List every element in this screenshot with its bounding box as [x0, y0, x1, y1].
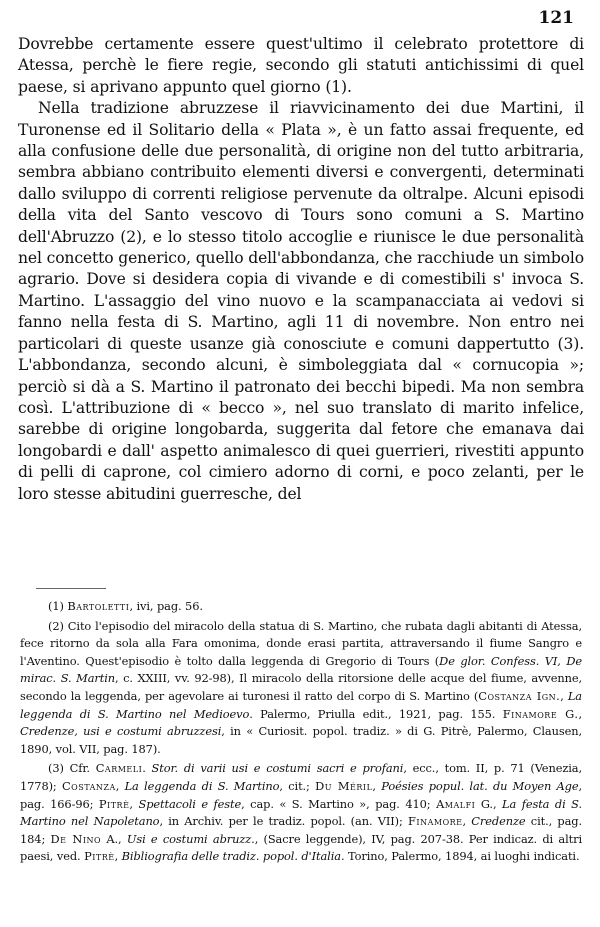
footnote-text: , — [372, 778, 382, 793]
author-name: Costanza Ign. — [478, 688, 561, 703]
footnote-text: . — [142, 761, 152, 776]
footnote-text: , in « Curiosit. popol. tradiz. » di G. Pitrè, Palermo, Clausen, 1890, vol. VII, pag. 187). — [20, 724, 582, 756]
author-name: De Nino — [50, 831, 102, 846]
footnote-text: A., — [101, 831, 127, 846]
footnote-text: , ivi, pag. 56. — [129, 599, 203, 613]
footnote-text: , — [462, 814, 472, 829]
footnote-text: , in Archiv. per le tradiz. popol. (an. VII); — [159, 814, 409, 829]
footnote-text: , cit.; — [279, 778, 316, 793]
author-name: Costanza — [61, 778, 116, 793]
footnote-marker: (1) — [48, 599, 64, 613]
paragraph: Nella tradizione abruzzese il riavvicinamento dei due Martini, il Turonense ed il Solitario della « Plata », è un fatto assai frequente, ed alla confusione delle due personalità, di origine non del tutto arbitraria, sembra abbiano contribuito elementi diversi e convergenti, determinati dallo sviluppo di correnti religiose pervenute da oltralpe. Alcuni episodi della vita del Santo vescovo di Tours sono comuni a S. Martino dell'Abruzzo (2), e lo stesso titolo accoglie e riunisce le due personalità nel concetto generico, quello dell'abbondanza, che racchiude un simbolo agrario. Dove si desidera copia di vivande e di comestibili s' invoca S. Martino. L'assaggio del vino nuovo e la scampanacciata ai vedovi si fanno nella festa di S. Martino, agli 11 di novembre. Non entro nei particolari di queste usanze già conosciute e comuni dappertutto (3). L'abbondanza, secondo alcuni, è simboleggiata dal « cornucopia »; perciò si dà a S. Martino il patronato dei becchi bipedi. Ma non sembra così. L'attribuzione di « becco », nel suo translato di marito infelice, sarebbe di origine longobarda, suggerita dal fetore che emanava dai longobardi e dall' aspetto animalesco di quei guerrieri, rivestiti appunto di pelli di caprone, col cimiero adorno di corni, e poco zelanti, per le loro stesse abitudini guerresche, del — [18, 99, 584, 503]
work-title: La leggenda di S. Martino nel Medioevo — [20, 688, 582, 721]
author-name: Pitrè — [84, 849, 115, 864]
author-name: Pitrè — [98, 796, 130, 811]
footnote-text: , — [114, 849, 122, 864]
footnote-text: , — [560, 688, 568, 703]
work-title: Credenze — [471, 814, 526, 829]
work-title: La festa di S. Martino nel Napoletano — [20, 796, 582, 829]
footnote-text: . Palermo, Priulla edit., 1921, pag. 155. — [249, 706, 503, 721]
work-title: De glor. Confess. VI, De mirac. S. Martin — [20, 653, 582, 686]
work-title: Spettacoli e feste — [138, 796, 242, 811]
footnote-3 — [20, 760, 582, 866]
work-title: Stor. di varii usi e costumi sacri e profani — [151, 761, 404, 776]
work-title: Usi e costumi abruzz. — [126, 831, 255, 846]
paragraph: Dovrebbe certamente essere quest'ultimo il celebrato protettore di Atessa, perchè le fiere regie, secondo gli statuti antichissimi di quel paese, si aprivano appunto quel giorno (1). — [18, 35, 584, 96]
footnote-text: , — [129, 796, 139, 811]
work-title: La leggenda di S. Martino — [124, 778, 280, 793]
work-title: Poésies popul. lat. du Moyen Age — [381, 778, 579, 793]
footnote-text: , (Sacre leggende), IV, pag. 207-38. Per indicaz. di altri paesi, ved. — [20, 831, 582, 864]
footnotes — [20, 598, 582, 866]
footnote-text: Cfr. — [69, 761, 96, 776]
main-text — [18, 34, 584, 505]
footnote-text: , — [115, 778, 125, 793]
footnote-2 — [20, 618, 582, 759]
author-name: Finamore — [408, 814, 463, 829]
footnote-text: . Torino, Palermo, 1894, ai luoghi indicati. — [340, 849, 580, 864]
footnote-marker: (2) — [48, 618, 64, 633]
footnote-text: , — [578, 706, 582, 721]
author-name: Finamore G. — [502, 706, 579, 721]
footnote-text: , pag. 166-96; — [20, 778, 583, 811]
author-name: Bartoletti — [67, 599, 130, 613]
work-title: Credenze, usi e costumi abruzzesi — [20, 724, 222, 739]
page-number: 121 — [538, 8, 574, 28]
footnote-text: , cap. « S. Martino », pag. 410; — [241, 796, 437, 811]
footnote-text: Cito l'episodio del miracolo della statua di S. Martino, che rubata dagli abitanti di Atessa, fece ritorno da sola alla Fara omonima, donde erasi partita, attraversando il fiume Sangro e l'Aventino. Quest'episodio è tolto dalla leggenda di Gregorio di Tours ( — [20, 618, 582, 668]
footnote-divider — [36, 588, 106, 589]
footnote-text: , ecc., tom. II, p. 71 (Venezia, 1778); — [20, 761, 582, 793]
footnote-text: , c. XXIII, vv. 92-98), Il miracolo della ritorsione delle acque del fiume, avvenne, secondo la leggenda, per agevolare ai turonesi il ratto del corpo di S. Martino ( — [20, 671, 582, 703]
author-name: Carmeli — [95, 761, 143, 776]
footnote-text: cit., pag. 184; — [20, 814, 582, 846]
footnote-text: G., — [475, 796, 503, 811]
author-name: Du Méril — [315, 778, 373, 793]
work-title: Bibliografia delle tradiz. popol. d'Italia — [121, 849, 341, 864]
author-name: Amalfi — [436, 796, 476, 811]
footnote-marker: (3) — [48, 761, 64, 776]
footnote-1 — [20, 598, 582, 616]
